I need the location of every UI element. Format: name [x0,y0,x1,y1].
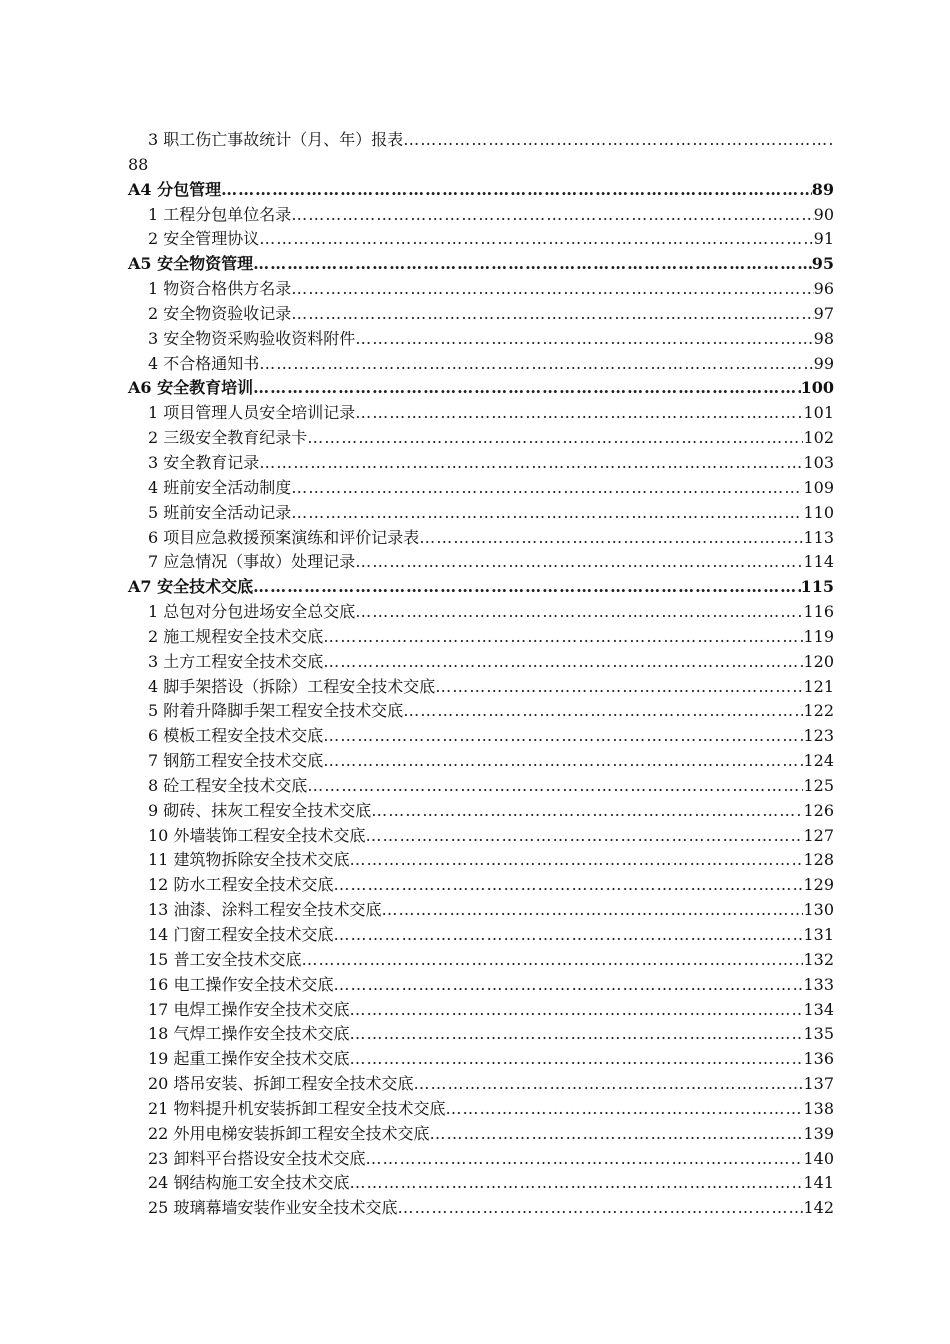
toc-entry-page: 110 [803,502,834,522]
toc-entry-label: 3 安全物资采购验收资料附件 [148,328,356,348]
toc-sections [128,175,834,1218]
leader-dots [413,1074,803,1094]
toc-entry[interactable] [128,473,834,498]
toc-entry[interactable] [128,225,834,250]
toc-section-heading[interactable] [128,249,834,274]
toc-entry-label: 4 脚手架搭设（拆除）工程安全技术交底 [148,676,436,696]
leader-dots [349,1024,803,1044]
toc-entry[interactable] [128,1169,834,1194]
toc-entry-page: 99 [813,353,834,373]
toc-entry-page: 123 [803,726,834,746]
toc-section-page: 100 [800,378,834,398]
toc-entry-page: 138 [803,1098,834,1118]
toc-entry-label: 14 门窗工程安全技术交底 [148,925,334,944]
toc-entry[interactable] [128,945,834,970]
toc-entry-page: 129 [803,875,834,895]
toc-entry[interactable] [128,1069,834,1094]
toc-entry-label: 9 砌砖、抹灰工程安全技术交底 [148,800,372,820]
leader-dots [323,652,803,672]
toc-entry-page: 121 [803,676,834,696]
toc-section-page: 95 [811,254,834,274]
toc-entry-label: 20 塔吊安装、拆卸工程安全技术交底 [148,1074,414,1094]
toc-entry-wrapped[interactable] [128,126,834,150]
toc-entry-label: 4 不合格通知书 [148,353,260,373]
leader-dots [371,801,803,821]
table-of-contents [128,126,834,1218]
toc-entry-label: 3 安全教育记录 [148,452,260,472]
toc-entry-page: 119 [803,626,834,646]
toc-entry-label: 25 玻璃幕墙安装作业安全技术交底 [148,1198,398,1218]
leader-dots [419,528,803,548]
toc-section-label: A5 安全物资管理 [128,254,254,274]
toc-entry-label: 2 安全物资验收记录 [148,303,292,323]
toc-section-page: 89 [811,179,834,199]
toc-entry-page: 141 [803,1173,834,1193]
leader-dots [365,1149,803,1169]
toc-entry-label: 1 总包对分包进场安全总交底 [148,602,356,622]
leader-dots [349,1173,803,1193]
toc-entry[interactable] [128,647,834,672]
toc-section-label: A4 分包管理 [128,179,222,199]
toc-entry-label: 24 钢结构施工安全技术交底 [148,1173,350,1193]
leader-dots [355,329,813,349]
toc-entry-page: 137 [803,1074,834,1094]
leader-dots [253,254,812,274]
toc-entry-label: 11 建筑物拆除安全技术交底 [148,850,350,870]
leader-dots [349,1000,803,1020]
toc-entry-page: 96 [813,279,834,299]
toc-entry[interactable] [128,821,834,846]
toc-entry[interactable] [128,523,834,548]
leader-dots [403,701,803,721]
toc-entry-page: 101 [803,403,834,423]
toc-entry-label: 1 物资合格供方名录 [148,279,292,299]
leader-dots [221,180,812,200]
toc-entry[interactable] [128,672,834,697]
toc-entry-label: 7 钢筋工程安全技术交底 [148,751,324,771]
leader-dots [333,975,803,995]
toc-entry-page: 91 [813,229,834,249]
toc-entry-label: 3 职工伤亡事故统计（月、年）报表 [148,130,404,149]
leader-dots [259,354,813,374]
leader-dots [307,428,803,448]
toc-entry-page: 133 [803,974,834,994]
toc-entry-label: 10 外墙装饰工程安全技术交底 [148,825,366,845]
toc-entry[interactable] [128,1044,834,1069]
toc-entry[interactable] [128,448,834,473]
toc-entry[interactable] [128,1020,834,1045]
toc-entry-label: 17 电焊工操作安全技术交底 [148,999,350,1019]
toc-entry-label: 8 砼工程安全技术交底 [148,775,308,795]
toc-entry-label: 22 外用电梯安装拆卸工程安全技术交底 [148,1123,430,1143]
toc-entry-label: 12 防水工程安全技术交底 [148,875,334,895]
toc-entry[interactable] [128,721,834,746]
toc-entry[interactable] [128,274,834,299]
toc-entry-page: 88 [128,154,149,174]
toc-entry-page: 136 [803,1049,834,1069]
leader-dots [365,826,803,846]
toc-entry[interactable] [128,970,834,995]
toc-entry[interactable] [128,498,834,523]
leader-dots [397,1198,803,1218]
toc-entry[interactable] [128,1094,834,1119]
toc-entry-page: 120 [803,651,834,671]
leader-dots [259,229,813,249]
toc-section-heading[interactable] [128,175,834,200]
toc-entry-page: 102 [803,428,834,448]
toc-entry[interactable] [128,1119,834,1144]
toc-entry-label: 3 土方工程安全技术交底 [148,651,324,671]
leader-dots [291,304,813,324]
toc-entry-label: 5 附着升降脚手架工程安全技术交底 [148,701,404,721]
leader-dots [307,776,803,796]
toc-entry-label: 1 项目管理人员安全培训记录 [148,403,356,423]
toc-entry-label: 2 安全管理协议 [148,229,260,249]
toc-entry-page: 125 [803,775,834,795]
toc-entry-label: 16 电工操作安全技术交底 [148,974,334,994]
leader-dots [333,925,803,945]
toc-entry-page: 98 [813,328,834,348]
toc-entry-page: 139 [803,1123,834,1143]
leader-dots [445,1099,803,1119]
leader-dots [403,130,834,150]
toc-entry-page: 124 [803,751,834,771]
toc-entry[interactable] [128,995,834,1020]
leader-dots [291,478,803,498]
toc-entry[interactable] [128,349,834,374]
leader-dots [253,378,800,398]
toc-entry-page: 90 [813,204,834,224]
toc-entry-page: 103 [803,452,834,472]
toc-entry-label: 19 起重工操作安全技术交底 [148,1049,350,1069]
leader-dots [291,205,813,225]
toc-section-label: A6 安全教育培训 [128,378,254,398]
toc-entry-page: 126 [803,800,834,820]
leader-dots [301,950,803,970]
toc-entry-label: 21 物料提升机安装拆卸工程安全技术交底 [148,1098,446,1118]
toc-entry[interactable] [128,697,834,722]
toc-entry-page: 127 [803,825,834,845]
leader-dots [355,403,803,423]
leader-dots [323,751,803,771]
leader-dots [355,552,803,572]
leader-dots [381,900,803,920]
toc-entry-page: 109 [803,477,834,497]
toc-entry-page: 122 [803,701,834,721]
toc-entry-page: 116 [803,602,834,622]
toc-entry-label: 2 三级安全教育纪录卡 [148,428,308,448]
toc-entry-page: 140 [803,1148,834,1168]
toc-entry-label: 7 应急情况（事故）处理记录 [148,552,356,572]
toc-entry-page: 142 [803,1198,834,1218]
toc-entry-page: 131 [803,925,834,944]
toc-entry-label: 2 施工规程安全技术交底 [148,626,324,646]
toc-entry[interactable] [128,895,834,920]
toc-entry[interactable] [128,398,834,423]
toc-entry-label: 5 班前安全活动记录 [148,502,292,522]
toc-entry-label: 6 模板工程安全技术交底 [148,726,324,746]
toc-entry-page: 97 [813,303,834,323]
toc-section-label: A7 安全技术交底 [128,577,254,597]
toc-entry-page: 134 [803,999,834,1019]
toc-entry-label: 4 班前安全活动制度 [148,477,292,497]
toc-entry-page: 114 [803,552,834,572]
toc-entry[interactable] [128,746,834,771]
toc-entry[interactable] [128,200,834,225]
leader-dots [349,1049,803,1069]
toc-section-heading[interactable] [128,374,834,399]
toc-entry[interactable] [128,324,834,349]
leader-dots [323,627,803,647]
leader-dots [259,453,803,473]
toc-entry-label: 18 气焊工操作安全技术交底 [148,1024,350,1044]
leader-dots [253,577,800,597]
toc-entry-label: 6 项目应急救援预案演练和评价记录表 [148,527,420,547]
toc-entry-label: 13 油漆、涂料工程安全技术交底 [148,900,382,920]
toc-entry-label: 23 卸料平台搭设安全技术交底 [148,1148,366,1168]
toc-section-page: 115 [800,577,834,597]
leader-dots [333,875,803,895]
toc-section-heading[interactable] [128,572,834,597]
leader-dots [355,602,803,622]
toc-entry[interactable] [128,920,834,945]
toc-entry[interactable] [128,622,834,647]
leader-dots [435,677,803,697]
leader-dots [291,279,813,299]
toc-entry[interactable] [128,1144,834,1169]
toc-entry[interactable] [128,846,834,871]
toc-entry[interactable] [128,423,834,448]
leader-dots [349,850,803,870]
toc-entry-page: 135 [803,1024,834,1044]
toc-entry[interactable] [128,771,834,796]
toc-entry[interactable] [128,299,834,324]
toc-entry-page: 113 [803,527,834,547]
toc-entry-wrapped-page-line [128,150,834,175]
toc-entry-page: 128 [803,850,834,870]
toc-entry-label: 1 工程分包单位名录 [148,204,292,224]
toc-entry-page: 132 [803,949,834,969]
toc-entry[interactable] [128,1193,834,1218]
toc-entry[interactable] [128,870,834,895]
toc-entry-label: 15 普工安全技术交底 [148,949,302,969]
leader-dots [323,726,803,746]
toc-entry[interactable] [128,597,834,622]
toc-entry-page: 130 [803,900,834,920]
toc-entry[interactable] [128,548,834,573]
leader-dots [291,503,803,523]
toc-entry[interactable] [128,796,834,821]
leader-dots [429,1124,803,1144]
